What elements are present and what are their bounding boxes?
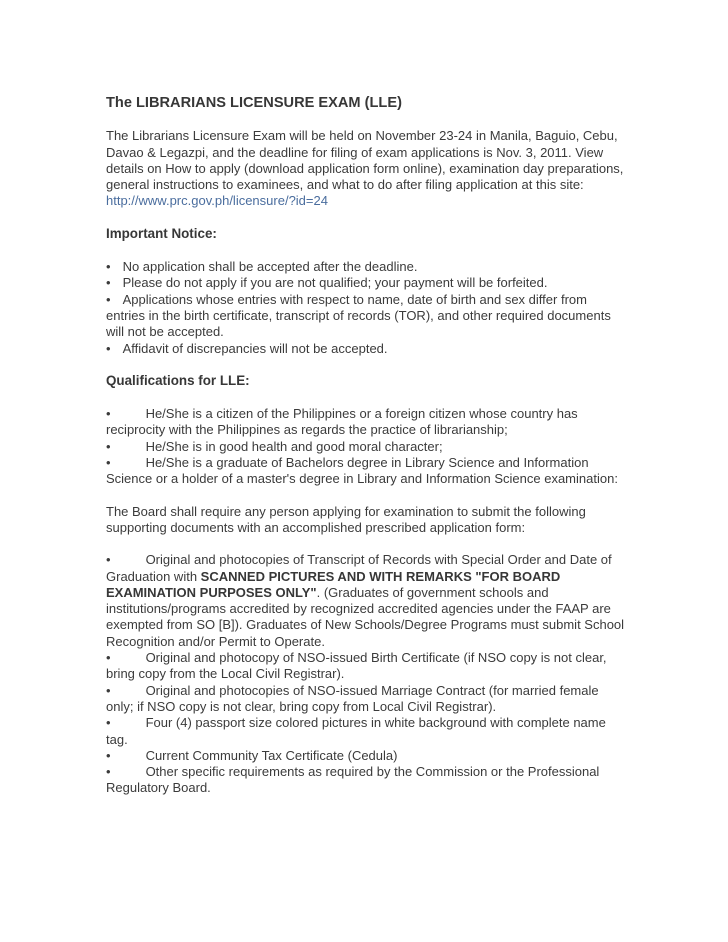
list-item-text: Affidavit of discrepancies will not be accepted. bbox=[122, 340, 388, 356]
list-item bbox=[106, 406, 625, 439]
list-item-text: Original and photocopies of Transcript of Records with Special Order and Date of Graduation with bbox=[106, 552, 612, 584]
qualifications-heading: Qualifications for LLE: bbox=[106, 372, 250, 388]
list-item-text: Original and photocopies of NSO-issued Marriage Contract (for married female only; if NSO copy is not clear, bring copy from Local Civil Registrar). bbox=[106, 682, 599, 714]
document-content bbox=[106, 95, 625, 813]
qualifications-list bbox=[106, 406, 625, 487]
bullet-gap bbox=[111, 775, 146, 776]
list-item-text: Current Community Tax Certificate (Cedula) bbox=[145, 747, 398, 763]
bullet-icon: • bbox=[106, 291, 111, 307]
list-item-text: . (Graduates of government schools and institutions/programs accredited by recognized accredited agencies under the FAAP are exempted from SO [B]). Graduates of New Schools/Degree Programs must submit School Recognition and/or Permit to Operate. bbox=[106, 584, 625, 649]
list-item bbox=[106, 715, 625, 748]
page-title: The LIBRARIANS LICENSURE EXAM (LLE) bbox=[106, 95, 402, 111]
bullet-gap bbox=[111, 352, 123, 353]
bullet-icon: • bbox=[106, 747, 111, 763]
bullet-gap bbox=[111, 417, 146, 418]
bullet-gap bbox=[111, 694, 146, 695]
important-notice-list bbox=[106, 259, 625, 357]
bullet-icon: • bbox=[106, 340, 111, 356]
list-item bbox=[106, 292, 625, 341]
bullet-icon: • bbox=[106, 438, 111, 454]
important-notice-heading: Important Notice: bbox=[106, 225, 217, 241]
requirements-list bbox=[106, 552, 625, 796]
list-item bbox=[106, 275, 625, 291]
bullet-icon: • bbox=[106, 715, 111, 731]
list-item bbox=[106, 683, 625, 716]
bullet-gap bbox=[111, 286, 123, 287]
list-item-text: Applications whose entries with respect to name, date of birth and sex differ from entries in the birth certificate, transcript of records (TOR), and other required documents will not be accepted. bbox=[106, 291, 611, 340]
prc-licensure-link[interactable]: http://www.prc.gov.ph/licensure/?id=24 bbox=[106, 193, 328, 209]
intro-text: The Librarians Licensure Exam will be held on November 23-24 in Manila, Baguio, Cebu, Davao & Legazpi, and the deadline for filing of exam applications is Nov. 3, 2011. View details on How to apply (download application form online), examination day preparations, general instructions to examinees, and what to do after filing application at this site: bbox=[106, 128, 624, 193]
bullet-icon: • bbox=[106, 275, 111, 291]
bullet-gap bbox=[111, 563, 146, 564]
list-item-bold-text: SCANNED PICTURES AND WITH REMARKS "FOR BOARD EXAMINATION PURPOSES ONLY" bbox=[106, 568, 561, 600]
list-item-text: Original and photocopy of NSO-issued Birth Certificate (if NSO copy is not clear, bring copy from the Local Civil Registrar). bbox=[106, 650, 607, 682]
bullet-icon: • bbox=[106, 650, 111, 666]
bullet-icon: • bbox=[106, 764, 111, 780]
list-item-text: Four (4) passport size colored pictures in white background with complete name tag. bbox=[106, 715, 606, 747]
list-item bbox=[106, 748, 625, 764]
bullet-gap bbox=[111, 466, 146, 467]
list-item-text: He/She is a citizen of the Philippines or a foreign citizen whose country has reciprocity with the Philippines as regards the practice of librarianship; bbox=[106, 406, 578, 438]
bullet-icon: • bbox=[106, 455, 111, 471]
bullet-icon: • bbox=[106, 682, 111, 698]
bullet-icon: • bbox=[106, 259, 111, 275]
bullet-gap bbox=[111, 726, 146, 727]
list-item-text: He/She is in good health and good moral character; bbox=[145, 438, 443, 454]
bullet-icon: • bbox=[106, 406, 111, 422]
list-item bbox=[106, 764, 625, 797]
bullet-gap bbox=[111, 661, 146, 662]
intro-paragraph bbox=[106, 128, 625, 209]
requirements-intro-paragraph: The Board shall require any person applying for examination to submit the following supporting documents with an accomplished prescribed application form: bbox=[106, 503, 586, 535]
list-item-text: Please do not apply if you are not qualified; your payment will be forfeited. bbox=[122, 275, 548, 291]
bullet-gap bbox=[111, 450, 146, 451]
bullet-gap bbox=[111, 270, 123, 271]
list-item bbox=[106, 341, 625, 357]
list-item-text: Other specific requirements as required by the Commission or the Professional Regulatory Board. bbox=[106, 764, 600, 796]
bullet-gap bbox=[111, 759, 146, 760]
bullet-gap bbox=[111, 303, 123, 304]
list-item-text: No application shall be accepted after the deadline. bbox=[122, 259, 418, 275]
list-item bbox=[106, 455, 625, 488]
list-item bbox=[106, 650, 625, 683]
list-item bbox=[106, 259, 625, 275]
list-item-text: He/She is a graduate of Bachelors degree in Library Science and Information Science or a holder of a master's degree in Library and Information Science examination: bbox=[106, 455, 618, 487]
list-item bbox=[106, 552, 625, 650]
bullet-icon: • bbox=[106, 552, 111, 568]
list-item bbox=[106, 439, 625, 455]
